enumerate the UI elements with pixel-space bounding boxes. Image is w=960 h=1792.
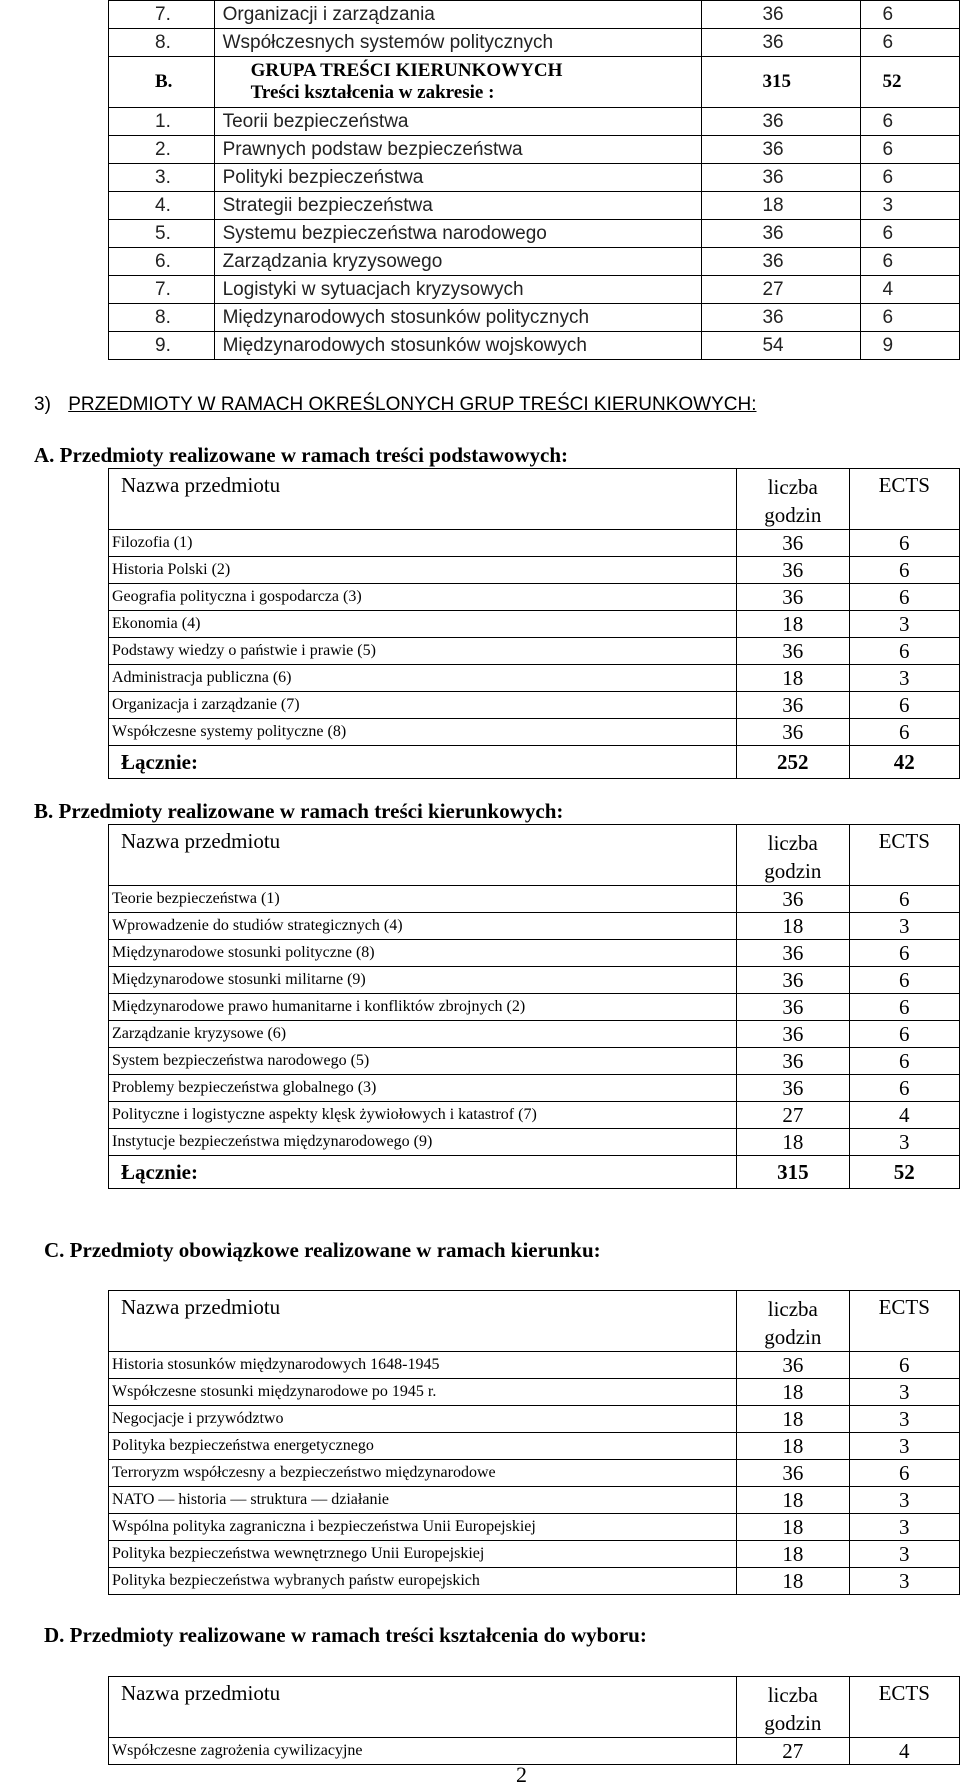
subject-name: Międzynarodowe stosunki militarne (9) <box>109 967 737 994</box>
subject-hours: 18 <box>737 1379 849 1406</box>
section-c-title: C. Przedmioty obowiązkowe realizowane w ramach kierunku: <box>44 1238 601 1262</box>
subject-name: Negocjacje i przywództwo <box>109 1406 737 1433</box>
subject-row <box>109 1129 960 1156</box>
subject-hours: 36 <box>737 530 849 557</box>
group-rows <box>109 108 960 360</box>
subject-ects: 6 <box>849 940 959 967</box>
subject-hours: 36 <box>737 1352 849 1379</box>
subject-hours: 18 <box>737 665 849 692</box>
subject-hours: 18 <box>737 1406 849 1433</box>
group-name <box>214 57 702 108</box>
row-hours: 36 <box>702 136 860 164</box>
row-name: Strategii bezpieczeństwa <box>214 192 702 220</box>
group-hours: 315 <box>702 57 860 108</box>
subject-name: Problemy bezpieczeństwa globalnego (3) <box>109 1075 737 1102</box>
header-hours-line2: godzin <box>764 1325 822 1349</box>
subject-hours: 36 <box>737 1460 849 1487</box>
total-ects: 42 <box>849 746 959 779</box>
row-hours: 36 <box>702 248 860 276</box>
subject-row <box>109 611 960 638</box>
subject-hours: 36 <box>737 557 849 584</box>
header-ects: ECTS <box>849 1291 959 1352</box>
subject-ects: 3 <box>849 611 959 638</box>
subject-name: Historia stosunków międzynarodowych 1648-1945 <box>109 1352 737 1379</box>
header-hours-line1: liczba <box>767 831 818 855</box>
subject-row <box>109 1352 960 1379</box>
subject-row <box>109 940 960 967</box>
subject-hours: 36 <box>737 584 849 611</box>
row-number: 4. <box>109 192 215 220</box>
subject-ects: 3 <box>849 1514 959 1541</box>
header-hours <box>737 825 849 886</box>
subject-name: Ekonomia (4) <box>109 611 737 638</box>
row-hours: 36 <box>702 164 860 192</box>
row-number: 7. <box>109 1 215 29</box>
subject-name: Instytucje bezpieczeństwa międzynarodowego (9) <box>109 1129 737 1156</box>
header-hours <box>737 1291 849 1352</box>
subject-row <box>109 994 960 1021</box>
subject-hours: 27 <box>737 1102 849 1129</box>
subject-name: Organizacja i zarządzanie (7) <box>109 692 737 719</box>
subject-row <box>109 1514 960 1541</box>
row-ects: 3 <box>860 192 960 220</box>
row-number: 7. <box>109 276 215 304</box>
subject-name: Terroryzm współczesny a bezpieczeństwo międzynarodowe <box>109 1460 737 1487</box>
header-row <box>109 825 960 886</box>
subject-ects: 6 <box>849 719 959 746</box>
group-subtitle: Treści kształcenia w zakresie : <box>250 82 495 103</box>
row-name: Teorii bezpieczeństwa <box>214 108 702 136</box>
subject-hours: 36 <box>737 994 849 1021</box>
section-3-heading <box>34 394 757 416</box>
header-hours-line1: liczba <box>767 1297 818 1321</box>
subject-hours: 18 <box>737 1487 849 1514</box>
subject-row <box>109 1541 960 1568</box>
row-name: Międzynarodowych stosunków wojskowych <box>214 332 702 360</box>
row-hours: 54 <box>702 332 860 360</box>
row-hours: 36 <box>702 220 860 248</box>
row-hours: 27 <box>702 276 860 304</box>
table-row <box>109 1 960 29</box>
header-ects: ECTS <box>849 469 959 530</box>
subject-name: Zarządzanie kryzysowe (6) <box>109 1021 737 1048</box>
row-number: 8. <box>109 29 215 57</box>
subject-ects: 6 <box>849 1021 959 1048</box>
total-label: Łącznie: <box>109 746 737 779</box>
section-a-table <box>108 468 960 779</box>
table-row <box>109 136 960 164</box>
row-number: 3. <box>109 164 215 192</box>
subject-row <box>109 1487 960 1514</box>
subject-row <box>109 1460 960 1487</box>
subject-name: Współczesne systemy polityczne (8) <box>109 719 737 746</box>
row-hours: 36 <box>702 1 860 29</box>
subject-hours: 18 <box>737 1433 849 1460</box>
subject-name: Międzynarodowe prawo humanitarne i konfliktów zbrojnych (2) <box>109 994 737 1021</box>
table-row <box>109 276 960 304</box>
subject-name: NATO — historia — struktura — działanie <box>109 1487 737 1514</box>
subject-hours: 36 <box>737 967 849 994</box>
row-ects: 6 <box>860 29 960 57</box>
subject-row <box>109 530 960 557</box>
subject-ects: 3 <box>849 1406 959 1433</box>
subject-ects: 6 <box>849 530 959 557</box>
table-row <box>109 164 960 192</box>
header-hours-line2: godzin <box>764 859 822 883</box>
section-3-title: PRZEDMIOTY W RAMACH OKREŚLONYCH GRUP TREŚCI KIERUNKOWYCH: <box>68 394 757 415</box>
subject-row <box>109 1568 960 1595</box>
group-ects: 52 <box>860 57 960 108</box>
section-d-table <box>108 1676 960 1765</box>
subject-hours: 18 <box>737 1568 849 1595</box>
row-number: 2. <box>109 136 215 164</box>
row-name: Współczesnych systemów politycznych <box>214 29 702 57</box>
header-hours-line1: liczba <box>767 475 818 499</box>
header-ects: ECTS <box>849 825 959 886</box>
subject-name: Polityczne i logistyczne aspekty klęsk żywiołowych i katastrof (7) <box>109 1102 737 1129</box>
subject-ects: 3 <box>849 1568 959 1595</box>
section-a-title: A. Przedmioty realizowane w ramach treści podstawowych: <box>34 443 569 467</box>
section-b-title: B. Przedmioty realizowane w ramach treści kierunkowych: <box>34 799 564 823</box>
total-row <box>109 746 960 779</box>
subject-hours: 18 <box>737 1514 849 1541</box>
subject-ects: 3 <box>849 1487 959 1514</box>
subject-row <box>109 584 960 611</box>
subject-ects: 6 <box>849 638 959 665</box>
subject-name: System bezpieczeństwa narodowego (5) <box>109 1048 737 1075</box>
group-letter: B. <box>109 57 215 108</box>
row-name: Prawnych podstaw bezpieczeństwa <box>214 136 702 164</box>
subject-hours: 36 <box>737 692 849 719</box>
section-c-table <box>108 1290 960 1595</box>
row-ects: 6 <box>860 164 960 192</box>
subject-row <box>109 1021 960 1048</box>
table-row <box>109 248 960 276</box>
subject-hours: 18 <box>737 1129 849 1156</box>
subject-name: Polityka bezpieczeństwa wybranych państw europejskich <box>109 1568 737 1595</box>
subject-name: Międzynarodowe stosunki polityczne (8) <box>109 940 737 967</box>
subject-ects: 6 <box>849 692 959 719</box>
row-name: Logistyki w sytuacjach kryzysowych <box>214 276 702 304</box>
subject-row <box>109 557 960 584</box>
row-hours: 18 <box>702 192 860 220</box>
subject-name: Współczesne zagrożenia cywilizacyjne <box>109 1738 737 1765</box>
subject-ects: 3 <box>849 1433 959 1460</box>
subject-ects: 4 <box>849 1738 959 1765</box>
row-ects: 9 <box>860 332 960 360</box>
row-ects: 6 <box>860 108 960 136</box>
subject-row <box>109 1048 960 1075</box>
table-row <box>109 332 960 360</box>
subject-ects: 3 <box>849 913 959 940</box>
subject-row <box>109 692 960 719</box>
subject-hours: 36 <box>737 1075 849 1102</box>
subject-ects: 6 <box>849 1075 959 1102</box>
subject-row <box>109 1738 960 1765</box>
row-name: Polityki bezpieczeństwa <box>214 164 702 192</box>
subject-name: Wspólna polityka zagraniczna i bezpieczeństwa Unii Europejskiej <box>109 1514 737 1541</box>
row-hours: 36 <box>702 29 860 57</box>
row-hours: 36 <box>702 108 860 136</box>
subject-row <box>109 719 960 746</box>
table-row <box>109 108 960 136</box>
subject-ects: 6 <box>849 886 959 913</box>
subject-row <box>109 665 960 692</box>
subject-ects: 6 <box>849 557 959 584</box>
subject-name: Polityka bezpieczeństwa wewnętrznego Unii Europejskiej <box>109 1541 737 1568</box>
subject-row <box>109 1102 960 1129</box>
subject-hours: 36 <box>737 719 849 746</box>
row-ects: 6 <box>860 304 960 332</box>
subject-ects: 6 <box>849 1048 959 1075</box>
total-row <box>109 1156 960 1189</box>
table-row <box>109 29 960 57</box>
subject-name: Geografia polityczna i gospodarcza (3) <box>109 584 737 611</box>
subject-row <box>109 967 960 994</box>
header-row <box>109 1677 960 1738</box>
row-ects: 6 <box>860 136 960 164</box>
section-b-table <box>108 824 960 1189</box>
header-hours-line2: godzin <box>764 1711 822 1735</box>
row-number: 6. <box>109 248 215 276</box>
subject-ects: 6 <box>849 1352 959 1379</box>
subject-row <box>109 1075 960 1102</box>
header-name: Nazwa przedmiotu <box>109 825 737 886</box>
row-name: Zarządzania kryzysowego <box>214 248 702 276</box>
subject-hours: 27 <box>737 1738 849 1765</box>
subject-name: Filozofia (1) <box>109 530 737 557</box>
subject-ects: 6 <box>849 584 959 611</box>
subject-hours: 36 <box>737 1021 849 1048</box>
subject-name: Wprowadzenie do studiów strategicznych (4) <box>109 913 737 940</box>
total-hours: 252 <box>737 746 849 779</box>
header-hours-line1: liczba <box>767 1683 818 1707</box>
subject-hours: 36 <box>737 638 849 665</box>
page-number: 2 <box>516 1762 527 1787</box>
group-row <box>109 57 960 108</box>
table-row <box>109 192 960 220</box>
header-row <box>109 469 960 530</box>
row-name: Systemu bezpieczeństwa narodowego <box>214 220 702 248</box>
subject-hours: 18 <box>737 611 849 638</box>
row-name: Organizacji i zarządzania <box>214 1 702 29</box>
header-hours <box>737 1677 849 1738</box>
subject-hours: 36 <box>737 1048 849 1075</box>
subject-ects: 6 <box>849 1460 959 1487</box>
total-ects: 52 <box>849 1156 959 1189</box>
subject-row <box>109 1433 960 1460</box>
header-ects: ECTS <box>849 1677 959 1738</box>
subject-name: Administracja publiczna (6) <box>109 665 737 692</box>
subject-hours: 18 <box>737 913 849 940</box>
subject-ects: 3 <box>849 665 959 692</box>
total-label: Łącznie: <box>109 1156 737 1189</box>
subject-ects: 6 <box>849 994 959 1021</box>
table-row <box>109 220 960 248</box>
subject-ects: 3 <box>849 1541 959 1568</box>
subject-row <box>109 1406 960 1433</box>
subject-row <box>109 886 960 913</box>
top-table <box>108 0 960 360</box>
subject-ects: 6 <box>849 967 959 994</box>
section-3-number: 3) <box>34 394 51 415</box>
subject-ects: 3 <box>849 1129 959 1156</box>
header-name: Nazwa przedmiotu <box>109 1677 737 1738</box>
subject-name: Historia Polski (2) <box>109 557 737 584</box>
subject-name: Teorie bezpieczeństwa (1) <box>109 886 737 913</box>
table-row <box>109 304 960 332</box>
header-name: Nazwa przedmiotu <box>109 1291 737 1352</box>
row-hours: 36 <box>702 304 860 332</box>
row-ects: 6 <box>860 220 960 248</box>
header-hours <box>737 469 849 530</box>
subject-ects: 4 <box>849 1102 959 1129</box>
row-number: 9. <box>109 332 215 360</box>
row-number: 5. <box>109 220 215 248</box>
subject-hours: 36 <box>737 940 849 967</box>
subject-ects: 3 <box>849 1379 959 1406</box>
subject-name: Polityka bezpieczeństwa energetycznego <box>109 1433 737 1460</box>
row-ects: 4 <box>860 276 960 304</box>
subject-name: Podstawy wiedzy o państwie i prawie (5) <box>109 638 737 665</box>
section-d-title: D. Przedmioty realizowane w ramach treści kształcenia do wyboru: <box>44 1623 647 1647</box>
row-ects: 6 <box>860 1 960 29</box>
total-hours: 315 <box>737 1156 849 1189</box>
subject-row <box>109 1379 960 1406</box>
subject-hours: 36 <box>737 886 849 913</box>
group-title: GRUPA TREŚCI KIERUNKOWYCH <box>250 60 563 81</box>
row-number: 1. <box>109 108 215 136</box>
header-name: Nazwa przedmiotu <box>109 469 737 530</box>
row-ects: 6 <box>860 248 960 276</box>
subject-row <box>109 913 960 940</box>
row-number: 8. <box>109 304 215 332</box>
subject-name: Współczesne stosunki międzynarodowe po 1945 r. <box>109 1379 737 1406</box>
row-name: Międzynarodowych stosunków politycznych <box>214 304 702 332</box>
subject-row <box>109 638 960 665</box>
header-hours-line2: godzin <box>764 503 822 527</box>
header-row <box>109 1291 960 1352</box>
subject-hours: 18 <box>737 1541 849 1568</box>
